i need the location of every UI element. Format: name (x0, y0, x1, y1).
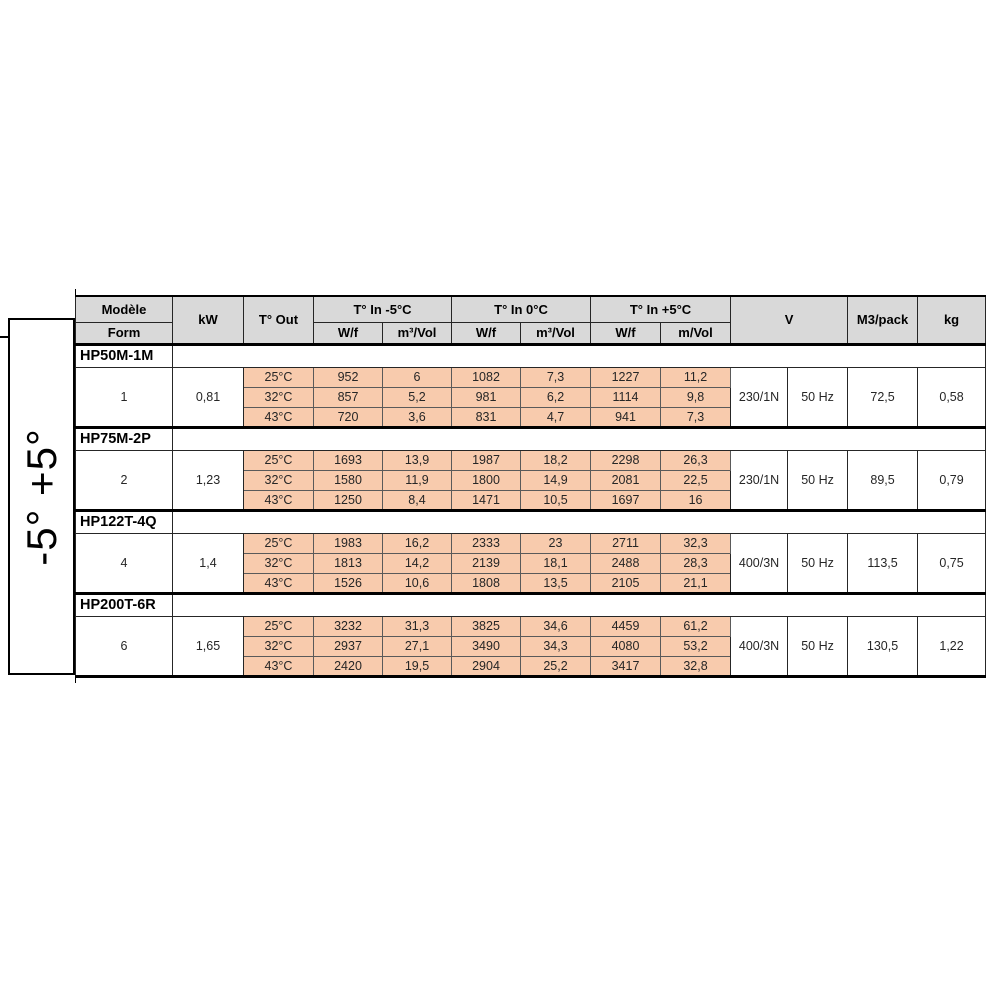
t-out-cell: 32°C (244, 553, 314, 573)
header-t-out: T° Out (244, 296, 314, 344)
kg-value: 0,58 (918, 367, 986, 427)
wf-plus5-cell: 941 (591, 407, 661, 427)
m3pack-value: 89,5 (848, 450, 918, 510)
m3vol-0-cell: 34,3 (521, 636, 591, 656)
voltage-cell: 230/1N (731, 450, 788, 510)
voltage-cell: 230/1N (731, 367, 788, 427)
model-row-filler (173, 593, 986, 616)
m3vol-minus5-cell: 8,4 (383, 490, 452, 510)
mvol-plus5-cell: 61,2 (661, 616, 731, 636)
wf-minus5-cell: 1526 (314, 573, 383, 593)
form-value: 6 (76, 616, 173, 676)
wf-0-cell: 831 (452, 407, 521, 427)
m3vol-0-cell: 4,7 (521, 407, 591, 427)
wf-minus5-cell: 952 (314, 367, 383, 387)
wf-0-cell: 2333 (452, 533, 521, 553)
m3vol-0-cell: 25,2 (521, 656, 591, 676)
wf-plus5-cell: 1227 (591, 367, 661, 387)
kw-value: 0,81 (173, 367, 244, 427)
t-out-cell: 25°C (244, 450, 314, 470)
frequency-cell: 50 Hz (788, 367, 848, 427)
header-m3vol-0: m³/Vol (521, 322, 591, 344)
mvol-plus5-cell: 32,3 (661, 533, 731, 553)
mvol-plus5-cell: 53,2 (661, 636, 731, 656)
m3vol-minus5-cell: 16,2 (383, 533, 452, 553)
model-row (76, 427, 986, 450)
header-wf-0: W/f (452, 322, 521, 344)
wf-0-cell: 1800 (452, 470, 521, 490)
mvol-plus5-cell: 22,5 (661, 470, 731, 490)
wf-0-cell: 2904 (452, 656, 521, 676)
m3vol-minus5-cell: 27,1 (383, 636, 452, 656)
mvol-plus5-cell: 11,2 (661, 367, 731, 387)
header-form: Form (76, 322, 173, 344)
model-row (76, 593, 986, 616)
t-out-cell: 32°C (244, 470, 314, 490)
model-name: HP50M-1M (76, 344, 173, 367)
temperature-range-label: -5° +5° (17, 427, 65, 566)
mvol-plus5-cell: 16 (661, 490, 731, 510)
wf-minus5-cell: 3232 (314, 616, 383, 636)
kw-value: 1,4 (173, 533, 244, 593)
model-name: HP200T-6R (76, 593, 173, 616)
wf-minus5-cell: 1250 (314, 490, 383, 510)
wf-0-cell: 981 (452, 387, 521, 407)
kg-value: 1,22 (918, 616, 986, 676)
m3vol-minus5-cell: 31,3 (383, 616, 452, 636)
kg-value: 0,75 (918, 533, 986, 593)
header-m3pack: M3/pack (848, 296, 918, 344)
mvol-plus5-cell: 7,3 (661, 407, 731, 427)
wf-minus5-cell: 1983 (314, 533, 383, 553)
table-row (76, 616, 986, 636)
wf-0-cell: 1987 (452, 450, 521, 470)
m3vol-minus5-cell: 5,2 (383, 387, 452, 407)
header-m3vol-minus5: m³/Vol (383, 322, 452, 344)
m3vol-minus5-cell: 11,9 (383, 470, 452, 490)
header-voltage: V (731, 296, 848, 344)
m3vol-minus5-cell: 14,2 (383, 553, 452, 573)
header-t-in-plus5: T° In +5°C (591, 296, 731, 322)
wf-0-cell: 3490 (452, 636, 521, 656)
m3vol-0-cell: 23 (521, 533, 591, 553)
m3vol-minus5-cell: 6 (383, 367, 452, 387)
frequency-cell: 50 Hz (788, 450, 848, 510)
m3pack-value: 130,5 (848, 616, 918, 676)
m3pack-value: 72,5 (848, 367, 918, 427)
mvol-plus5-cell: 21,1 (661, 573, 731, 593)
form-value: 4 (76, 533, 173, 593)
wf-minus5-cell: 1693 (314, 450, 383, 470)
table-row (76, 450, 986, 470)
m3vol-0-cell: 14,9 (521, 470, 591, 490)
header-wf-minus5: W/f (314, 322, 383, 344)
voltage-cell: 400/3N (731, 533, 788, 593)
wf-0-cell: 1808 (452, 573, 521, 593)
form-value: 1 (76, 367, 173, 427)
wf-minus5-cell: 1813 (314, 553, 383, 573)
header-t-in-0: T° In 0°C (452, 296, 591, 322)
t-out-cell: 32°C (244, 387, 314, 407)
header-t-in-minus5: T° In -5°C (314, 296, 452, 322)
wf-0-cell: 1082 (452, 367, 521, 387)
wf-plus5-cell: 2711 (591, 533, 661, 553)
header-wf-plus5: W/f (591, 322, 661, 344)
spec-table-container (75, 295, 986, 678)
t-out-cell: 32°C (244, 636, 314, 656)
wf-plus5-cell: 2488 (591, 553, 661, 573)
m3vol-0-cell: 34,6 (521, 616, 591, 636)
m3vol-minus5-cell: 10,6 (383, 573, 452, 593)
m3vol-minus5-cell: 3,6 (383, 407, 452, 427)
model-row-filler (173, 510, 986, 533)
m3vol-0-cell: 7,3 (521, 367, 591, 387)
t-out-cell: 25°C (244, 533, 314, 553)
header-kg: kg (918, 296, 986, 344)
temperature-range-sidebar (8, 318, 75, 675)
model-row-filler (173, 427, 986, 450)
wf-plus5-cell: 4459 (591, 616, 661, 636)
model-row (76, 344, 986, 367)
m3vol-minus5-cell: 19,5 (383, 656, 452, 676)
wf-plus5-cell: 4080 (591, 636, 661, 656)
mvol-plus5-cell: 28,3 (661, 553, 731, 573)
t-out-cell: 43°C (244, 490, 314, 510)
header-row-1 (76, 296, 986, 322)
form-value: 2 (76, 450, 173, 510)
wf-0-cell: 3825 (452, 616, 521, 636)
wf-minus5-cell: 2937 (314, 636, 383, 656)
kw-value: 1,23 (173, 450, 244, 510)
table-row (76, 533, 986, 553)
mvol-plus5-cell: 9,8 (661, 387, 731, 407)
header-modele: Modèle (76, 296, 173, 322)
t-out-cell: 25°C (244, 616, 314, 636)
model-name: HP122T-4Q (76, 510, 173, 533)
spec-table (75, 295, 986, 678)
wf-minus5-cell: 1580 (314, 470, 383, 490)
model-row-filler (173, 344, 986, 367)
m3vol-0-cell: 18,1 (521, 553, 591, 573)
m3vol-0-cell: 10,5 (521, 490, 591, 510)
wf-plus5-cell: 3417 (591, 656, 661, 676)
wf-minus5-cell: 2420 (314, 656, 383, 676)
frequency-cell: 50 Hz (788, 533, 848, 593)
t-out-cell: 43°C (244, 407, 314, 427)
t-out-cell: 43°C (244, 573, 314, 593)
kw-value: 1,65 (173, 616, 244, 676)
mvol-plus5-cell: 32,8 (661, 656, 731, 676)
wf-plus5-cell: 2105 (591, 573, 661, 593)
t-out-cell: 25°C (244, 367, 314, 387)
wf-minus5-cell: 720 (314, 407, 383, 427)
t-out-cell: 43°C (244, 656, 314, 676)
mvol-plus5-cell: 26,3 (661, 450, 731, 470)
m3vol-0-cell: 6,2 (521, 387, 591, 407)
voltage-cell: 400/3N (731, 616, 788, 676)
model-name: HP75M-2P (76, 427, 173, 450)
wf-plus5-cell: 1114 (591, 387, 661, 407)
kg-value: 0,79 (918, 450, 986, 510)
wf-plus5-cell: 1697 (591, 490, 661, 510)
table-row (76, 367, 986, 387)
wf-plus5-cell: 2081 (591, 470, 661, 490)
m3vol-0-cell: 18,2 (521, 450, 591, 470)
wf-plus5-cell: 2298 (591, 450, 661, 470)
m3vol-minus5-cell: 13,9 (383, 450, 452, 470)
header-mvol-plus5: m/Vol (661, 322, 731, 344)
wf-0-cell: 2139 (452, 553, 521, 573)
model-row (76, 510, 986, 533)
wf-minus5-cell: 857 (314, 387, 383, 407)
wf-0-cell: 1471 (452, 490, 521, 510)
m3vol-0-cell: 13,5 (521, 573, 591, 593)
header-kw: kW (173, 296, 244, 344)
m3pack-value: 113,5 (848, 533, 918, 593)
frequency-cell: 50 Hz (788, 616, 848, 676)
